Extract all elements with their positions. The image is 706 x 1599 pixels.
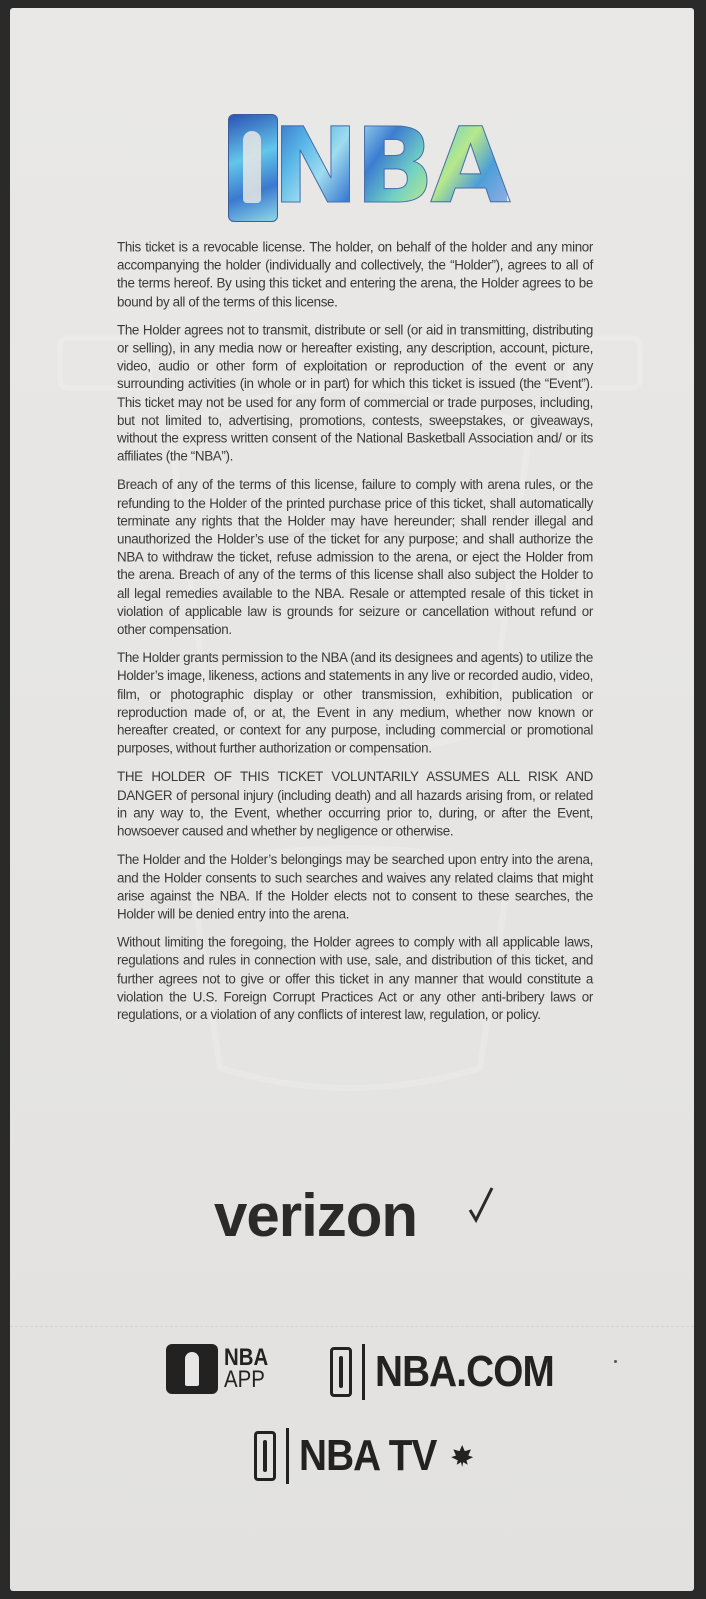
nba-app-label-line1: NBA <box>224 1344 269 1371</box>
divider <box>286 1428 289 1484</box>
verizon-checkmark-icon <box>466 1184 496 1224</box>
nba-app-label-line2: APP <box>224 1366 265 1393</box>
nba-app-label <box>224 1344 269 1393</box>
nba-logoman-outline-icon <box>330 1347 352 1397</box>
terms-paragraph: Breach of any of the terms of this license, failure to comply with arena rules, or the refunding to the Holder of the printed purchase price of this ticket, shall automatically terminate any rights that the Holder may have hereunder; shall render illegal and unauthorized the Holder’s use of the ticket for any purpose; and shall authorize the NBA to withdraw the ticket, refuse admission to the arena, or eject the Holder from the arena. Breach of any of the terms of this license shall also subject the Holder to all legal remedies available to the NBA. Resale or attempted resale of this ticket in violation of applicable law is grounds for seizure or cancellation without refund or other compensation. <box>117 476 593 638</box>
nba-logoman-icon <box>166 1344 218 1394</box>
terms-paragraph: The Holder grants permission to the NBA (and its designees and agents) to utilize the Holder’s image, likeness, actions and statements in any live or recorded audio, video, film, or photographic display or other transmission, exhibition, publication or reproduction made of, or at, the Event in any medium, whether now known or hereafter created, or context for any purpose, including commercial or promotional purposes, without further authorization or compensation. <box>117 649 593 756</box>
nba-app-logo <box>166 1344 276 1394</box>
terms-paragraph: The Holder and the Holder’s belongings may be searched upon entry into the arena, and the Holder consents to such searches and waives any related claims that might arise against the NBA. If the Holder elects not to consent to these searches, the Holder will be denied entry into the arena. <box>117 851 593 922</box>
nba-logo-text: NBA <box>272 105 507 227</box>
nba-com-logo <box>330 1344 578 1400</box>
terms-paragraph: This ticket is a revocable license. The holder, on behalf of the holder and any minor accompanying the holder (individually and collectively, the “Holder”), agrees to all of the terms hereof. By using this ticket and entering the arena, the Holder agrees to be bound by all of the terms of this license. <box>117 239 593 309</box>
nba-hologram-logo <box>222 105 507 227</box>
nba-com-label: NBA.COM <box>375 1347 554 1396</box>
nba-logoman-outline-icon <box>254 1431 276 1481</box>
perforation-line <box>10 1326 694 1327</box>
nba-logoman-icon <box>228 114 278 222</box>
divider <box>362 1344 365 1400</box>
license-terms <box>117 238 593 1034</box>
ticket-back <box>10 8 694 1591</box>
verizon-logo-text: verizon <box>214 1182 418 1249</box>
terms-paragraph: The Holder agrees not to transmit, distribute or sell (or aid in transmitting, distributing or selling), in any media now or hereafter existing, any description, account, picture, video, audio or other form of exploitation or reproduction of the event or any surrounding activities (in whole or in part) for which this ticket is issued (the “Event”). This ticket may not be used for any form of commercial or trade purposes, including, but not limited to, advertising, promotions, contests, sweepstakes, or giveaways, without the express written consent of the National Basketball Association and/ or its affiliates (the “NBA”). <box>117 321 593 464</box>
speck <box>614 1360 617 1363</box>
nba-tv-label: NBA TV <box>299 1431 437 1480</box>
terms-paragraph: Without limiting the foregoing, the Holder agrees to comply with all applicable laws, regulations and rules in connection with use, sale, and distribution of this ticket, and further agrees not to give or offer this ticket in any manner that would constitute a violation the U.S. Foreign Corrupt Practices Act or any other anti-bribery laws or regulations, or a violation of any conflicts of interest law, regulation, or policy. <box>117 934 593 1023</box>
maple-leaf-icon <box>451 1445 473 1467</box>
nba-tv-logo <box>254 1428 473 1484</box>
terms-paragraph: THE HOLDER OF THIS TICKET VOLUNTARILY ASSUMES ALL RISK AND DANGER of personal injury (including death) and all hazards arising from, or related in any way to, the Event, whether occurring prior to, during, or after the Event, howsoever caused and whether by negligence or otherwise. <box>117 768 593 839</box>
